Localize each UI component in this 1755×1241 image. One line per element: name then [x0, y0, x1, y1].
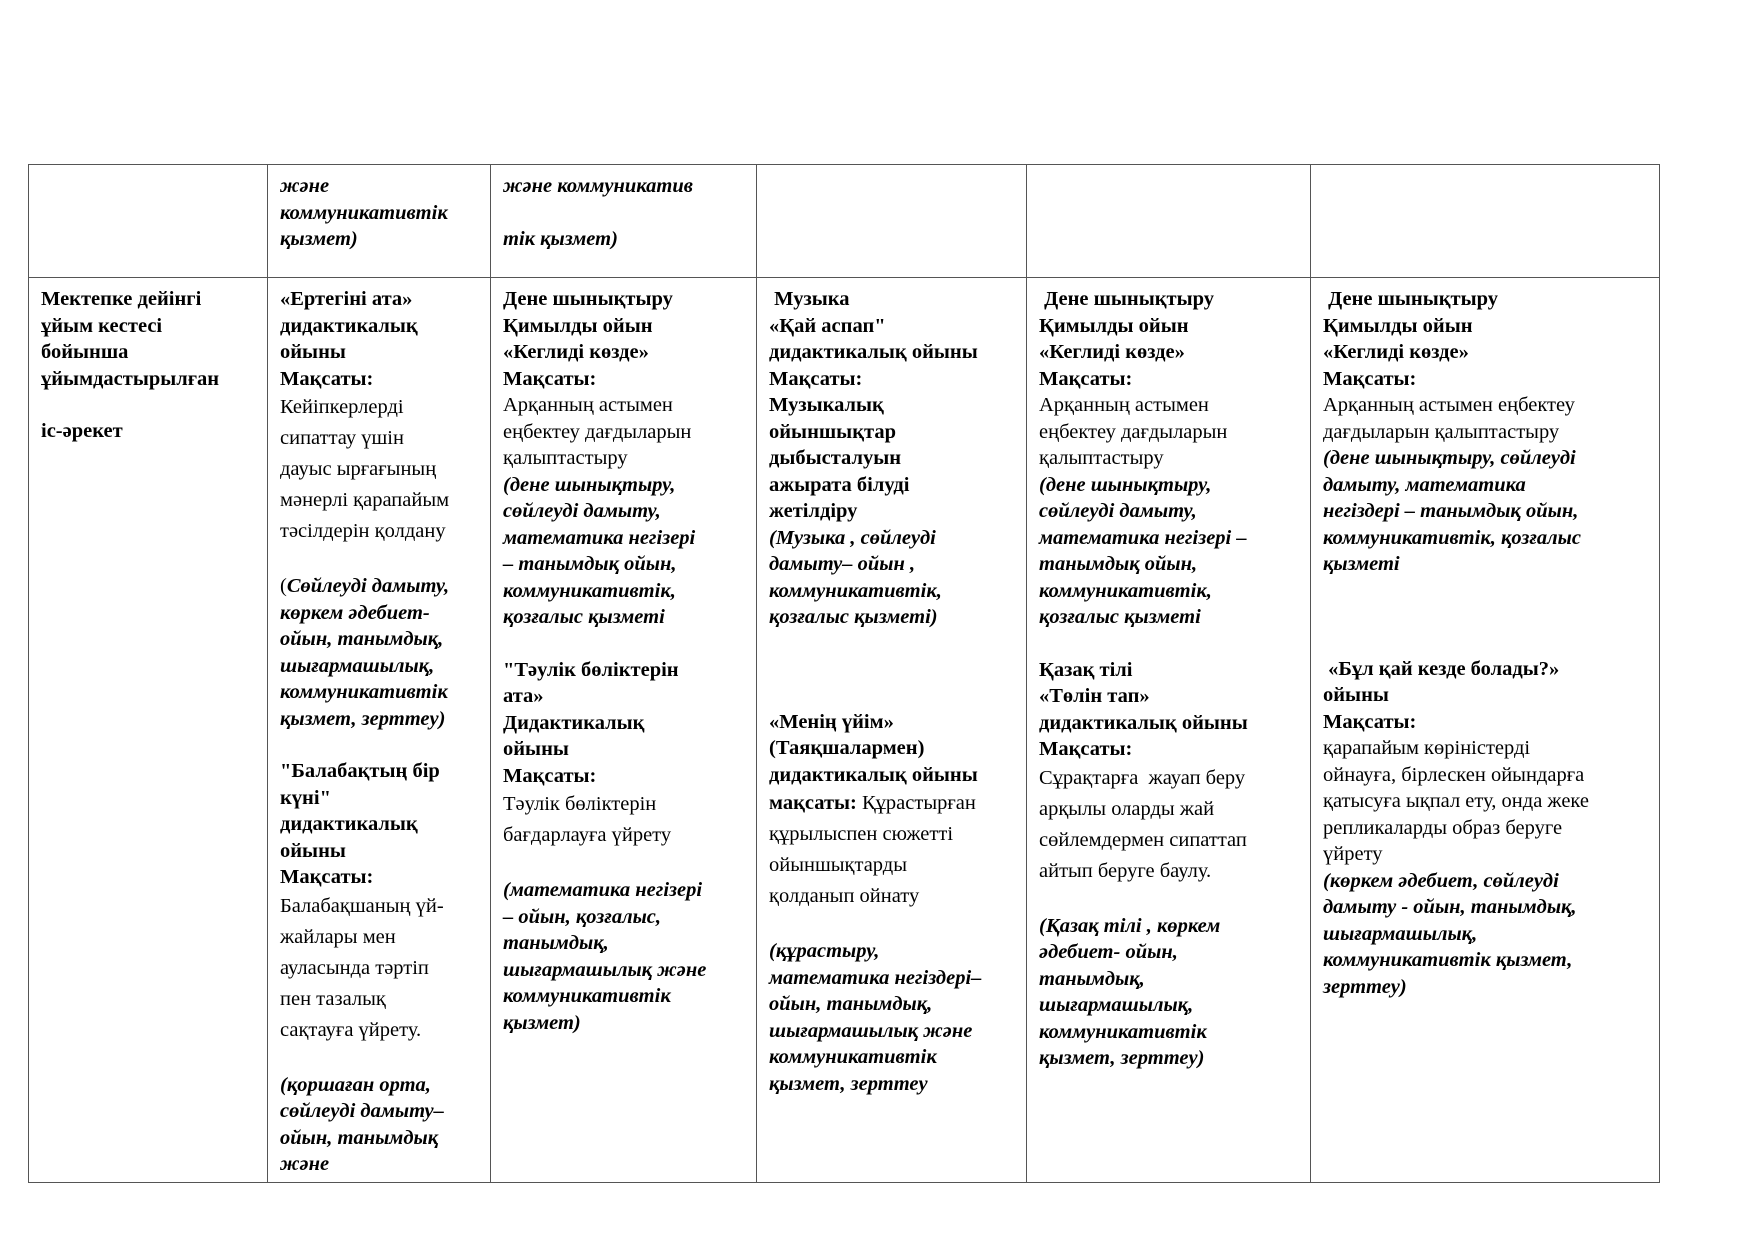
cell-line: іс-әрекет	[41, 420, 123, 442]
cell-line: Мектепке дейінгі	[41, 288, 202, 310]
table-row	[29, 278, 1660, 1183]
activity-goal: Арқанның астымен еңбектеу дағдыларын қалыптастыру	[503, 394, 692, 469]
activity-areas: (Сөйлеуді дамыту, көркем әдебиет- ойын, танымдық, шығармашылық, коммуникативтік қызмет, зерттеу)	[280, 575, 450, 730]
activity-title: Дене шынықтыру Қимылды ойын «Кеглиді көзде» Мақсаты:	[1323, 288, 1499, 390]
table-cell-r1-c5	[1027, 165, 1311, 278]
activity-goal: Арқанның астымен еңбектеу дағдыларын қалыптастыру	[1323, 394, 1575, 443]
activity-title: «Ертегіні ата» дидактикалық ойыны Мақсаты:	[280, 288, 418, 390]
table-cell-row-header	[29, 278, 268, 1183]
activity-areas: (Қазақ тілі , көркем әдебиет- ойын, танымдық, шығармашылық, коммуникативтік қызмет, зерттеу)	[1039, 914, 1221, 1069]
activity-goal: Тәулік бөліктерін бағдарлауға үйрету	[503, 793, 672, 846]
table-row	[29, 165, 1660, 278]
cell-line: бойынша	[41, 341, 129, 363]
activity-areas: (дене шынықтыру, сөйлеуді дамыту, математика негіздері – танымдық ойын, коммуникативтік, қозғалыс қызметі	[1323, 447, 1581, 575]
activity-areas: (Музыка , сөйлеуді дамыту– ойын , коммуникативтік, қозғалыс қызметі)	[769, 526, 942, 628]
activity-goal: мақсаты: Құрастырған құрылыспен сюжетті ойыншықтарды қолданып ойнату	[769, 792, 976, 907]
activity-areas: (дене шынықтыру, сөйлеуді дамыту, математика негізері – танымдық ойын, коммуникативтік, қозғалыс қызметі	[503, 473, 696, 628]
activity-title: Музыка «Қай аспап" дидактикалық ойыны Мақсаты: Музыкалық ойыншықтар дыбысталуын ажырата білуді жетілдіру	[769, 288, 978, 522]
activity-goal: қарапайым көріністерді ойнауға, бірлескен ойындарға қатысуға ықпал ету, онда жеке репликаларды образ беруге үйрету	[1323, 737, 1589, 865]
table-cell-r2-c3	[491, 278, 757, 1183]
table-cell-r2-c4	[757, 278, 1027, 1183]
activity-areas: (көркем әдебиет, сөйлеуді дамыту - ойын, танымдық, шығармашылық, коммуникативтік қызмет, зерттеу)	[1323, 869, 1577, 998]
cell-line: коммуникативтік	[280, 201, 448, 224]
table-cell-r1-c3	[491, 165, 757, 278]
cell-line: ұйым кестесі	[41, 314, 163, 337]
activity-areas: (қоршаған орта, сөйлеуді дамыту– ойын, танымдық және	[280, 1073, 444, 1175]
activity-areas: (құрастыру, математика негіздері– ойын, танымдық, шығармашылық және коммуникативтік қызмет, зерттеу	[769, 940, 982, 1095]
activity-title: «Бұл қай кезде болады?» ойыны Мақсаты:	[1323, 657, 1560, 733]
activity-title: «Менің үйім» (Таяқшалармен) дидактикалық ойыны	[769, 710, 978, 786]
table-cell-r1-c4	[757, 165, 1027, 278]
cell-line: және	[280, 175, 330, 197]
cell-line: қызмет)	[280, 228, 358, 250]
activity-areas: (дене шынықтыру, сөйлеуді дамыту, математика негізері – танымдық ойын, коммуникативтік, қозғалыс қызметі	[1039, 473, 1247, 628]
schedule-table	[28, 164, 1660, 1183]
activity-title: "Балабақтың бір күні" дидактикалық ойыны Мақсаты:	[280, 760, 440, 888]
activity-title: "Тәулік бөліктерін ата» Дидактикалық ойыны Мақсаты:	[503, 658, 679, 787]
table-cell-r2-c5	[1027, 278, 1311, 1183]
table-cell-r1-c2	[268, 165, 491, 278]
table-cell-r1-c1	[29, 165, 268, 278]
cell-line: және коммуникатив	[503, 175, 693, 197]
cell-line: ұйымдастырылған	[41, 367, 220, 390]
cell-line: тік қызмет)	[503, 227, 618, 250]
activity-title: Дене шынықтыру Қимылды ойын «Кеглиді көзде» Мақсаты:	[503, 288, 673, 390]
activity-title: Қазақ тілі «Төлін тап» дидактикалық ойыны Мақсаты:	[1039, 658, 1248, 760]
table-cell-r2-c6	[1311, 278, 1660, 1183]
activity-areas: (математика негізері – ойын, қозғалыс, танымдық, шығармашылық және коммуникативтік қызмет)	[503, 879, 707, 1034]
activity-goal: Балабақшаның үй- жайлары мен ауласында тәртіп пен тазалық сақтауға үйрету.	[280, 894, 444, 1041]
activity-goal: Сұрақтарға жауап беру арқылы оларды жай сөйлемдермен сипаттап айтып беруге баулу.	[1039, 766, 1247, 882]
activity-goal: Арқанның астымен еңбектеу дағдыларын қалыптастыру	[1039, 394, 1228, 469]
activity-title: Дене шынықтыру Қимылды ойын «Кеглиді көзде» Мақсаты:	[1039, 288, 1215, 390]
activity-goal: Кейіпкерлерді сипаттау үшін дауыс ырғағының мәнерлі қарапайым тәсілдерін қолдану	[280, 396, 450, 542]
table-cell-r1-c6	[1311, 165, 1660, 278]
table-cell-r2-c2	[268, 278, 491, 1183]
